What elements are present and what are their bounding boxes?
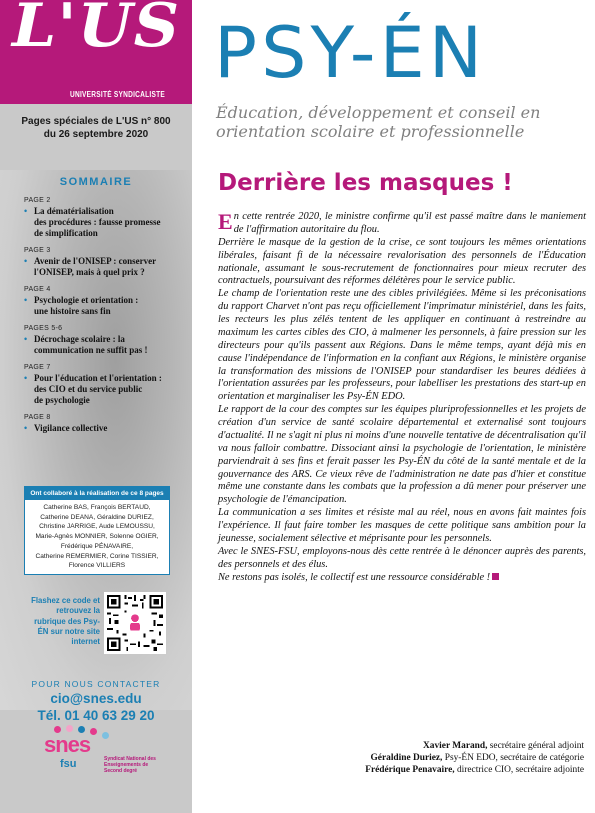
collaborator-line: Marie-Agnès MONNIER, Solenne OGIER,	[35, 533, 159, 541]
contact-phone[interactable]: Tél. 01 40 63 29 20	[37, 708, 155, 723]
article-dropcap: E	[218, 209, 233, 234]
signature-line	[220, 740, 584, 752]
article-paragraph: Avec le SNES-FSU, employons-nous dès cette rentrée à le dénoncer auprès des parents, des personnels et des élus.	[218, 545, 586, 570]
masthead-logo[interactable]	[0, 0, 192, 104]
sommaire-text: Avenir de l'ONISEP : conserver l'ONISEP, mais à quel prix ?	[34, 256, 157, 277]
sommaire-text: La dématérialisation des procédures : fausse promesse de simplification	[34, 206, 161, 238]
contact-email-link[interactable]: cio@snes.edu	[50, 691, 142, 706]
sommaire-page: PAGE 3	[24, 247, 51, 254]
logo-caption: Syndicat National des Enseignements de Second degré	[104, 756, 156, 774]
sommaire-page: PAGE 7	[24, 364, 51, 371]
sommaire-list	[24, 196, 188, 441]
page-title: PSY-ÉN	[214, 12, 487, 94]
collaborator-line: Florence VILLIERS	[68, 562, 126, 570]
qr-code-icon[interactable]	[104, 592, 166, 654]
issue-info	[0, 115, 192, 141]
signature-name: Géraldine Duriez,	[370, 753, 443, 763]
sommaire-text: Psychologie et orientation : une histoire sans fin	[34, 295, 139, 316]
signature-role: directrice CIO, secrétaire adjointe	[454, 765, 584, 775]
article-paragraph: Le champ de l'orientation reste une des cibles privilégiées. Même si les préconisations du rapport Charvet n'ont pas reçu officiellement l'imprimatur ministériel, dans les faits, les recteurs les plus zélés tentent de les appliquer en continuant à restreindre au maximum les cartes cibles des CIO, à malmener les personnels, à faire pression sur les directeurs pour qu'ils passent aux Régions. Dans le même temps, ayant déjà mis en cause l'indépendance de l'information en la confiant aux Régions, le ministère organise la transformation des missions de l'ONISEP pour standardiser les beures dédiées à l'orientation assurées par les professeurs, pour labelliser les prestations des start-up en orientation et marginaliser les Psy-ÉN EDO.	[218, 288, 586, 403]
editorial-article	[218, 211, 586, 584]
signature-line	[220, 764, 584, 776]
contact-title: POUR NOUS CONTACTER	[31, 679, 161, 689]
sommaire-item[interactable]	[24, 285, 188, 317]
sommaire-item[interactable]	[24, 324, 188, 356]
snes-fsu-logo[interactable]	[44, 732, 164, 794]
collaborator-line: Frédérique PÉNAVAIRE,	[60, 542, 134, 550]
sommaire-page: PAGE 8	[24, 414, 51, 421]
signatures	[220, 740, 584, 776]
article-paragraph: La communication a ses limites et résiste mal au réel, nous en avons fait maintes fois l'expérience. Il faut faire tomber les masques de cette politique sans ambition pour la jeunesse, socialement sélective et méprisante pour les personnels.	[218, 507, 586, 544]
bullet-icon: •	[24, 256, 28, 266]
bullet-icon: •	[24, 423, 28, 433]
bullet-icon: •	[24, 334, 28, 344]
sidebar	[0, 0, 192, 813]
sommaire-text: Décrochage scolaire : la communication ne suffit pas !	[34, 334, 148, 355]
article-paragraph	[218, 211, 586, 237]
article-headline: Derrière les masques !	[218, 170, 513, 196]
bullet-icon: •	[24, 295, 28, 305]
sommaire-item[interactable]	[24, 413, 188, 434]
sommaire-item[interactable]	[24, 363, 188, 406]
collaborators-heading: Ont collaboré à la réalisation de ce 8 pages	[25, 487, 169, 500]
collaborators-box	[24, 486, 170, 575]
sommaire-page: PAGE 2	[24, 197, 51, 204]
sommaire-page: PAGES 5-6	[24, 325, 63, 332]
sommaire-title: SOMMAIRE	[59, 176, 133, 188]
article-paragraph: Le rapport de la cour des comptes sur les équipes pluriprofessionnelles et les projets de création d'un service de santé scolaire départemental et externalisé sont toujours d'actualité. Il ne s'agit ni plus ni moins d'une nouvelle tentative de décentralisation qu'il va nous falloir combattre. Dissociant ainsi la psychologie de l'orientation, le ministère parviendrait à ses fins et ferait passer les Psy-ÉN du côté de la santé mentale et de la gouvernance des ARS. Ce vieux rêve de l'administration ne date pas d'hier et constitue même une constante dans les combats que la profession a dû mener pour préserver une psychologie de l'émancipation.	[218, 404, 586, 506]
signature-line	[220, 752, 584, 764]
signature-name: Frédérique Penavaire,	[365, 765, 455, 775]
collaborator-line: Catherine BAS, François BERTAUD,	[43, 504, 151, 511]
sommaire-page: PAGE 4	[24, 286, 51, 293]
bullet-icon: •	[24, 206, 28, 216]
signature-role: secrétaire général adjoint	[487, 741, 584, 751]
collaborator-line: Christine JARRIGE, Aude LEMOUSSU,	[39, 523, 155, 531]
collaborator-line: Catherine DEANA, Géraldine DURIEZ,	[40, 513, 154, 521]
issue-line-1: Pages spéciales de L'US n° 800	[21, 116, 171, 127]
collaborators-names	[25, 500, 169, 574]
article-paragraph: Derrière le masque de la gestion de la crise, ce sont toujours les mêmes orientations libérales, faisant fi de la nécessaire revalorisation des personnels de l'Éducation nationale, assumant le sous-recrutement de fonctionnaires pour mieux recruter des contractuels, poursuivant des réformes délétères pour le service public.	[218, 236, 586, 287]
issue-line-2: du 26 septembre 2020	[43, 129, 149, 140]
article-paragraph-text: Ne restons pas isolés, le collectif est une ressource considérable !	[218, 571, 491, 583]
sommaire-item[interactable]	[24, 196, 188, 239]
sommaire-text: Pour l'éducation et l'orientation : des CIO et du service public de psychologie	[34, 373, 162, 405]
bullet-icon: •	[24, 373, 28, 383]
signature-name: Xavier Marand,	[423, 741, 488, 751]
collaborator-line: Catherine REMERMIER, Corine TISSIER,	[35, 552, 159, 560]
sommaire-item[interactable]	[24, 246, 188, 278]
article-paragraph	[218, 572, 586, 585]
snes-logo-text: snes	[44, 732, 91, 757]
fsu-logo-text: fsu	[60, 758, 77, 770]
end-mark-icon	[492, 573, 499, 580]
signature-role: Psy-ÉN EDO, secrétaire de catégorie	[442, 753, 584, 763]
article-paragraph-text: n cette rentrée 2020, le ministre confirme qu'il est passé maître dans le maniement de l'affirmation autoritaire du flou.	[233, 211, 586, 235]
sommaire-text: Vigilance collective	[34, 423, 108, 433]
lus-logo-subtitle: UNIVERSITÉ SYNDICALISTE	[70, 90, 165, 99]
lus-logo-text: L'US	[12, 0, 181, 61]
page-subtitle: Éducation, développement et conseil en orientation scolaire et professionnelle	[216, 103, 541, 141]
flash-qr-text: Flashez ce code et retrouvez la rubrique des Psy-ÉN sur notre site internet	[31, 596, 100, 647]
